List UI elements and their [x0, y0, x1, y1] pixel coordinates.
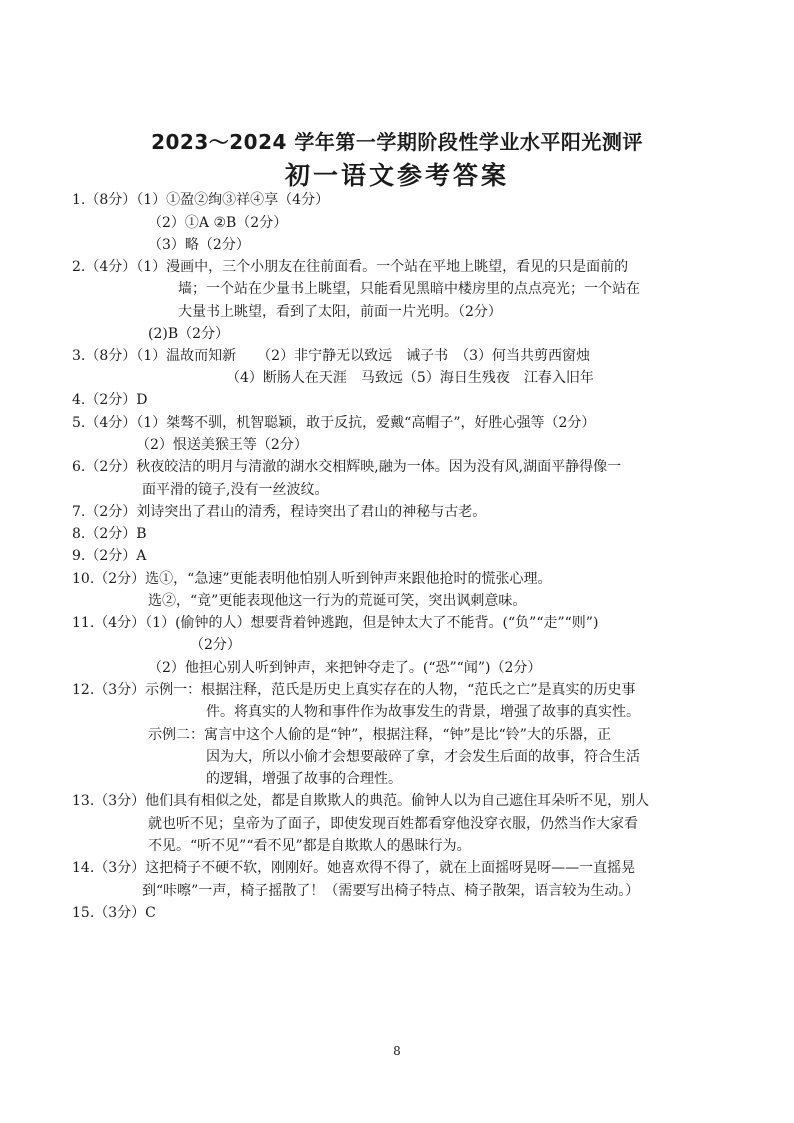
exam-title: 2023～2024 学年第一学期阶段性学业水平阳光测评 [151, 130, 643, 154]
answer-q11-line-1: 11.（4分）（1）(偷钟的人）想要背着钟逃跑，但是钟太大了不能背。(“负”“走”“则”) [72, 615, 599, 631]
answer-q1-line-1: 1.（8分）（1）①盈②绚③祥④享（4分） [72, 192, 330, 208]
answer-q6-line-1: 6.（2分）秋夜皎洁的明月与清澈的湖水交相辉映,融为一体。因为没有风,湖面平静得像一 [72, 459, 622, 475]
answer-q8-line-1: 8.（2分）B [72, 526, 147, 542]
answer-q13-line-1: 13.（3分）他们具有相似之处，都是自欺欺人的典范。偷钟人以为自己遮住耳朵听不见，别人 [72, 793, 650, 809]
answer-q2-line-2: 墙；一个站在少量书上眺望，只能看见黑暗中楼房里的点点亮光；一个站在 [178, 281, 640, 297]
answer-q10-line-2: 选②，“竟”更能表现他这一行为的荒诞可笑，突出讽刺意味。 [148, 593, 527, 609]
answer-q11-line-3: （2）他担心别人听到钟声，来把钟夺走了。(“恐”“闻”)（2分） [148, 660, 542, 676]
answer-q4-line-1: 4.（2分）D [72, 392, 148, 408]
answer-q5-line-2: （2）恨送美猴王等（2分） [136, 437, 308, 453]
answer-q13-line-3: 不见。“听不见”“看不见”都是自欺欺人的愚昧行为。 [148, 838, 471, 854]
answer-q10-line-1: 10.（2分）选①，“急速”更能表明他怕别人听到钟声来跟他抢时的慌张心理。 [72, 571, 552, 587]
answer-q12-line-3: 示例二：寓言中这个人偷的是“钟”，根据注释，“钟”是比“铃”大的乐器，正 [148, 727, 611, 743]
answer-key-title: 初一语文参考答案 [284, 161, 509, 190]
answer-q2-line-3: 大量书上眺望，看到了太阳，前面一片光明。（2分） [178, 304, 502, 320]
answer-q2-line-4: (2)B（2分） [148, 326, 230, 342]
answer-q12-line-2: 件。将真实的人物和事件作为故事发生的背景，增强了故事的真实性。 [206, 704, 640, 720]
page-number: 8 [393, 1044, 401, 1058]
answer-q7-line-1: 7.（2分）刘诗突出了君山的清秀，程诗突出了君山的神秘与古老。 [72, 504, 487, 520]
answer-q11-line-2: （2分） [190, 637, 241, 653]
answer-q9-line-1: 9.（2分）A [72, 548, 147, 564]
answer-q1-line-2: （2）①A ②B（2分） [148, 215, 288, 231]
answer-q14-line-2: 到“咔嚓”一声，椅子摇散了！（需要写出椅子特点、椅子散架，语言较为生动。） [142, 883, 640, 899]
answer-q2-line-1: 2.（4分）（1）漫画中，三个小朋友在往前面看。一个站在平地上眺望，看见的只是面前的 [72, 259, 629, 275]
answer-q3-line-1: 3.（8分）（1）温故而知新 （2）非宁静无以致远 诫子书 （3）何当共剪西窗烛 [72, 348, 590, 364]
answer-q12-line-4: 因为大，所以小偷才会想要敲碎了拿，才会发生后面的故事，符合生活 [206, 749, 640, 765]
answer-q1-line-3: （3）略（2分） [148, 237, 250, 253]
answer-q3-line-2: （4）断肠人在天涯 马致远（5）海日生残夜 江春入旧年 [226, 370, 594, 386]
answer-q14-line-1: 14.（3分）这把椅子不硬不软，刚刚好。她喜欢得不得了，就在上面摇呀晃呀——一直摇晃 [72, 860, 636, 876]
answer-q12-line-1: 12.（3分）示例一：根据注释，范氏是历史上真实存在的人物，“范氏之亡”是真实的历史事 [72, 682, 636, 698]
answer-q5-line-1: 5.（4分）（1）桀骜不驯，机智聪颖，敢于反抗，爱戴“高帽子”，好胜心强等（2分） [72, 415, 596, 431]
answer-q13-line-2: 就也听不见；皇帝为了面子，即使发现百姓都看穿他没穿衣服，仍然当作大家看 [148, 816, 638, 832]
answer-q15-line-1: 15.（3分）C [72, 905, 156, 921]
answer-q12-line-5: 的逻辑，增强了故事的合理性。 [206, 771, 402, 787]
answer-q6-line-2: 面平滑的镜子,没有一丝波纹。 [142, 482, 329, 498]
